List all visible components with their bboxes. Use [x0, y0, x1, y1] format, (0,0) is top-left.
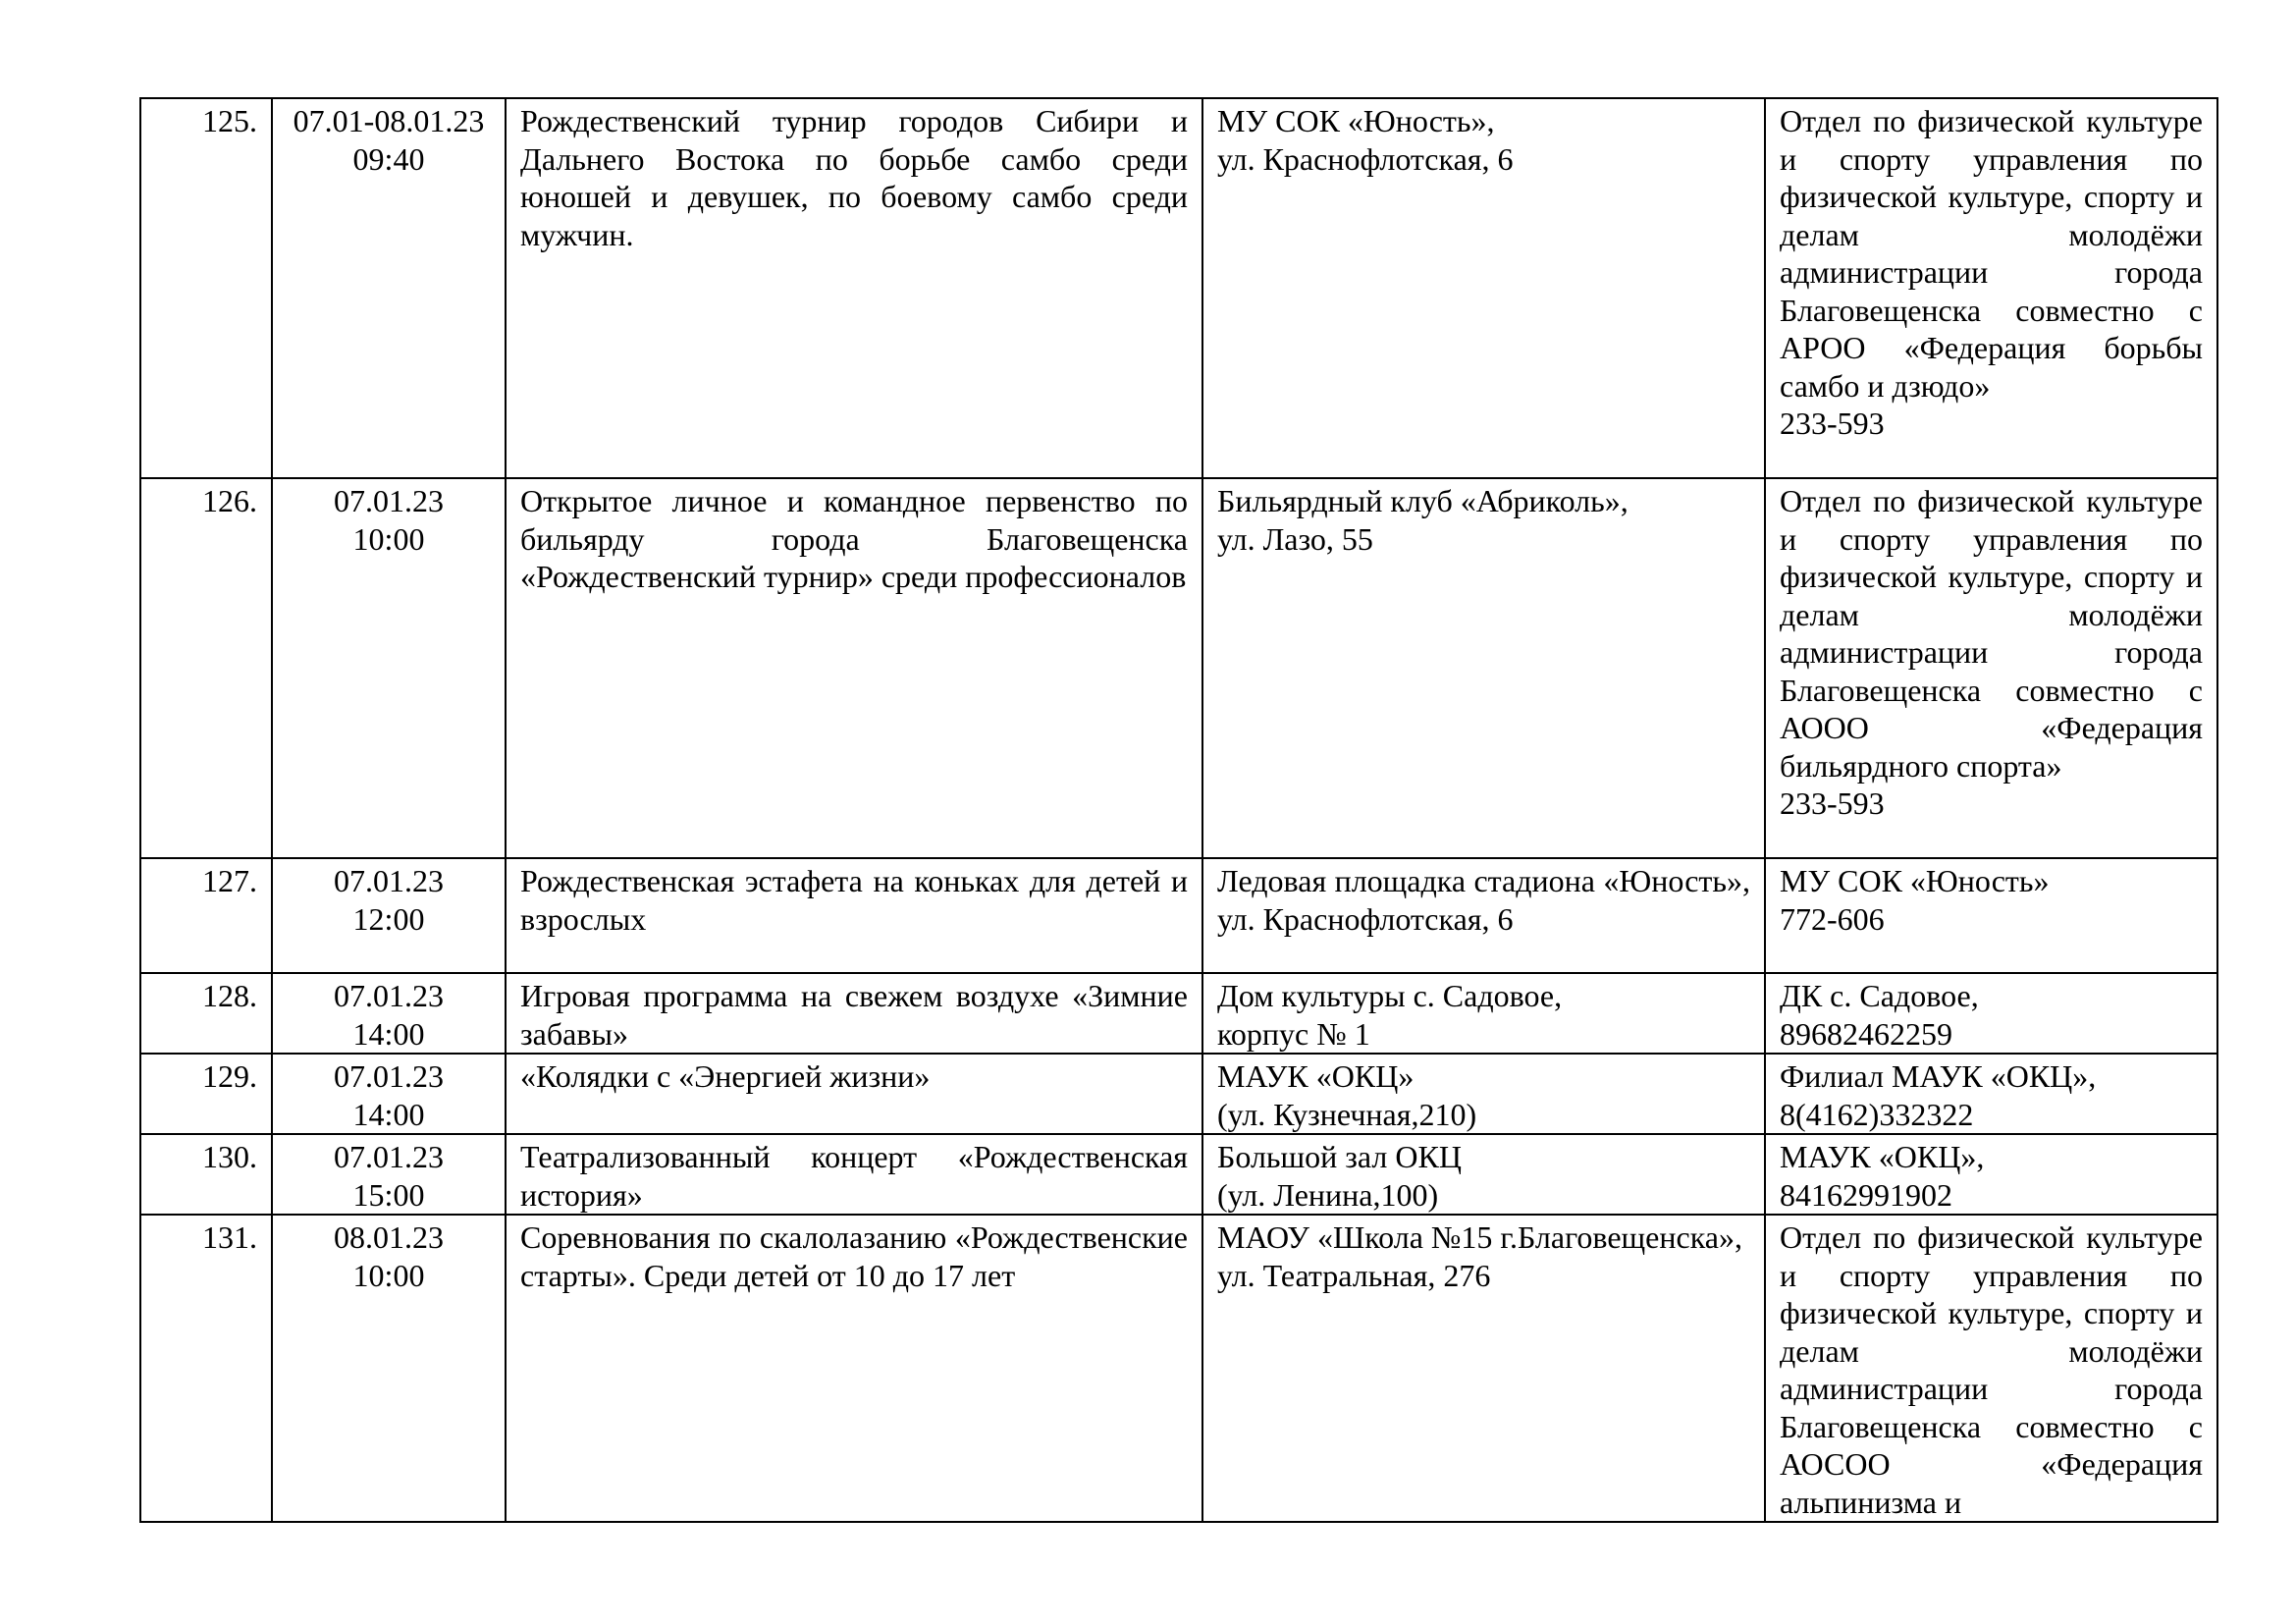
place-line: Бильярдный клуб «Абриколь»,: [1217, 483, 1629, 518]
table-row: [140, 1215, 2217, 1522]
organizer-line: Филиал МАУК «ОКЦ»,: [1780, 1058, 2097, 1094]
event-place: [1202, 478, 1765, 858]
time-line: 10:00: [352, 1257, 425, 1293]
event-date: [272, 1215, 506, 1522]
organizer-line: МАУК «ОКЦ»,: [1780, 1139, 1985, 1174]
place-line: ул. Театральная, 276: [1217, 1257, 1491, 1293]
event-organizer: [1765, 478, 2217, 858]
event-title: Рождественский турнир городов Сибири и Дальнего Востока по борьбе самбо среди юношей и девушек, по боевому самбо среди мужчин.: [506, 98, 1202, 478]
organizer-line: МУ СОК «Юность»: [1780, 863, 2050, 898]
organizer-phone: 772-606: [1780, 900, 1885, 937]
date-line: 08.01.23: [334, 1219, 444, 1255]
organizer-phone: 233-593: [1780, 785, 1885, 821]
organizer-text: Отдел по физической культуре и спорту управления по физической культуре, спорту и делам молодёжи администрации города Благовещенска совместно с АРОО «Федерация борьбы самбо и дзюдо»: [1780, 103, 2203, 404]
time-line: 10:00: [352, 520, 425, 557]
table-row: [140, 1134, 2217, 1215]
row-number: 126.: [140, 478, 272, 858]
place-line: МАУК «ОКЦ»: [1217, 1058, 1415, 1094]
date-line: 07.01.23: [334, 863, 444, 898]
date-line: 07.01.23: [334, 978, 444, 1013]
row-number: 131.: [140, 1215, 272, 1522]
event-organizer: [1765, 858, 2217, 973]
event-title: Соревнования по скалолазанию «Рождественские старты». Среди детей от 10 до 17 лет: [506, 1215, 1202, 1522]
events-table: [139, 97, 2218, 1523]
place-line: ул. Краснофлотская, 6: [1217, 140, 1514, 177]
time-line: 14:00: [352, 1096, 425, 1132]
event-place: [1202, 1054, 1765, 1134]
place-line: (ул. Ленина,100): [1217, 1176, 1439, 1213]
event-organizer: [1765, 973, 2217, 1054]
event-date: [272, 858, 506, 973]
table-row: [140, 973, 2217, 1054]
place-line: ул. Лазо, 55: [1217, 520, 1373, 557]
place-line: МАОУ «Школа №15 г.Благовещенска»,: [1217, 1219, 1742, 1255]
row-number: 130.: [140, 1134, 272, 1215]
event-organizer: [1765, 98, 2217, 478]
date-line: 07.01.23: [334, 1058, 444, 1094]
event-date: [272, 98, 506, 478]
event-date: [272, 1054, 506, 1134]
organizer-phone: 233-593: [1780, 406, 1885, 441]
time-line: 14:00: [352, 1015, 425, 1052]
event-title: «Колядки с «Энергией жизни»: [506, 1054, 1202, 1134]
event-title: Рождественская эстафета на коньках для детей и взрослых: [506, 858, 1202, 973]
place-line: корпус № 1: [1217, 1015, 1370, 1052]
event-place: [1202, 1134, 1765, 1215]
event-place: Ледовая площадка стадиона «Юность», ул. Краснофлотская, 6: [1202, 858, 1765, 973]
time-line: 15:00: [352, 1176, 425, 1213]
place-line: (ул. Кузнечная,210): [1217, 1096, 1477, 1132]
organizer-phone: 8(4162)332322: [1780, 1096, 1974, 1132]
table-row: [140, 98, 2217, 478]
event-organizer: [1765, 1134, 2217, 1215]
table-row: [140, 1054, 2217, 1134]
event-title: Театрализованный концерт «Рождественская история»: [506, 1134, 1202, 1215]
place-line: Большой зал ОКЦ: [1217, 1139, 1462, 1174]
date-line: 07.01.23: [334, 1139, 444, 1174]
time-line: 09:40: [352, 140, 425, 177]
organizer-phone: 84162991902: [1780, 1176, 1952, 1213]
place-line: МУ СОК «Юность»,: [1217, 103, 1495, 138]
organizer-text: Отдел по физической культуре и спорту управления по физической культуре, спорту и делам молодёжи администрации города Благовещенска совместно с АООО «Федерация бильярдного спорта»: [1780, 483, 2203, 784]
event-date: [272, 973, 506, 1054]
event-organizer: [1765, 1054, 2217, 1134]
row-number: 129.: [140, 1054, 272, 1134]
date-line: 07.01-08.01.23: [293, 103, 485, 138]
event-date: [272, 1134, 506, 1215]
event-title: Открытое личное и командное первенство по бильярду города Благовещенска «Рождественский турнир» среди профессионалов: [506, 478, 1202, 858]
date-line: 07.01.23: [334, 483, 444, 518]
event-place: [1202, 1215, 1765, 1522]
event-title: Игровая программа на свежем воздухе «Зимние забавы»: [506, 973, 1202, 1054]
organizer-line: ДК с. Садовое,: [1780, 978, 1979, 1013]
event-organizer: Отдел по физической культуре и спорту управления по физической культуре, спорту и делам молодёжи администрации города Благовещенска совместно с АОСОО «Федерация альпинизма и: [1765, 1215, 2217, 1522]
organizer-phone: 89682462259: [1780, 1015, 1952, 1052]
row-number: 125.: [140, 98, 272, 478]
place-line: Дом культуры с. Садовое,: [1217, 978, 1563, 1013]
event-place: [1202, 973, 1765, 1054]
event-place: [1202, 98, 1765, 478]
row-number: 128.: [140, 973, 272, 1054]
time-line: 12:00: [352, 900, 425, 937]
event-date: [272, 478, 506, 858]
row-number: 127.: [140, 858, 272, 973]
table-row: [140, 858, 2217, 973]
table-row: [140, 478, 2217, 858]
